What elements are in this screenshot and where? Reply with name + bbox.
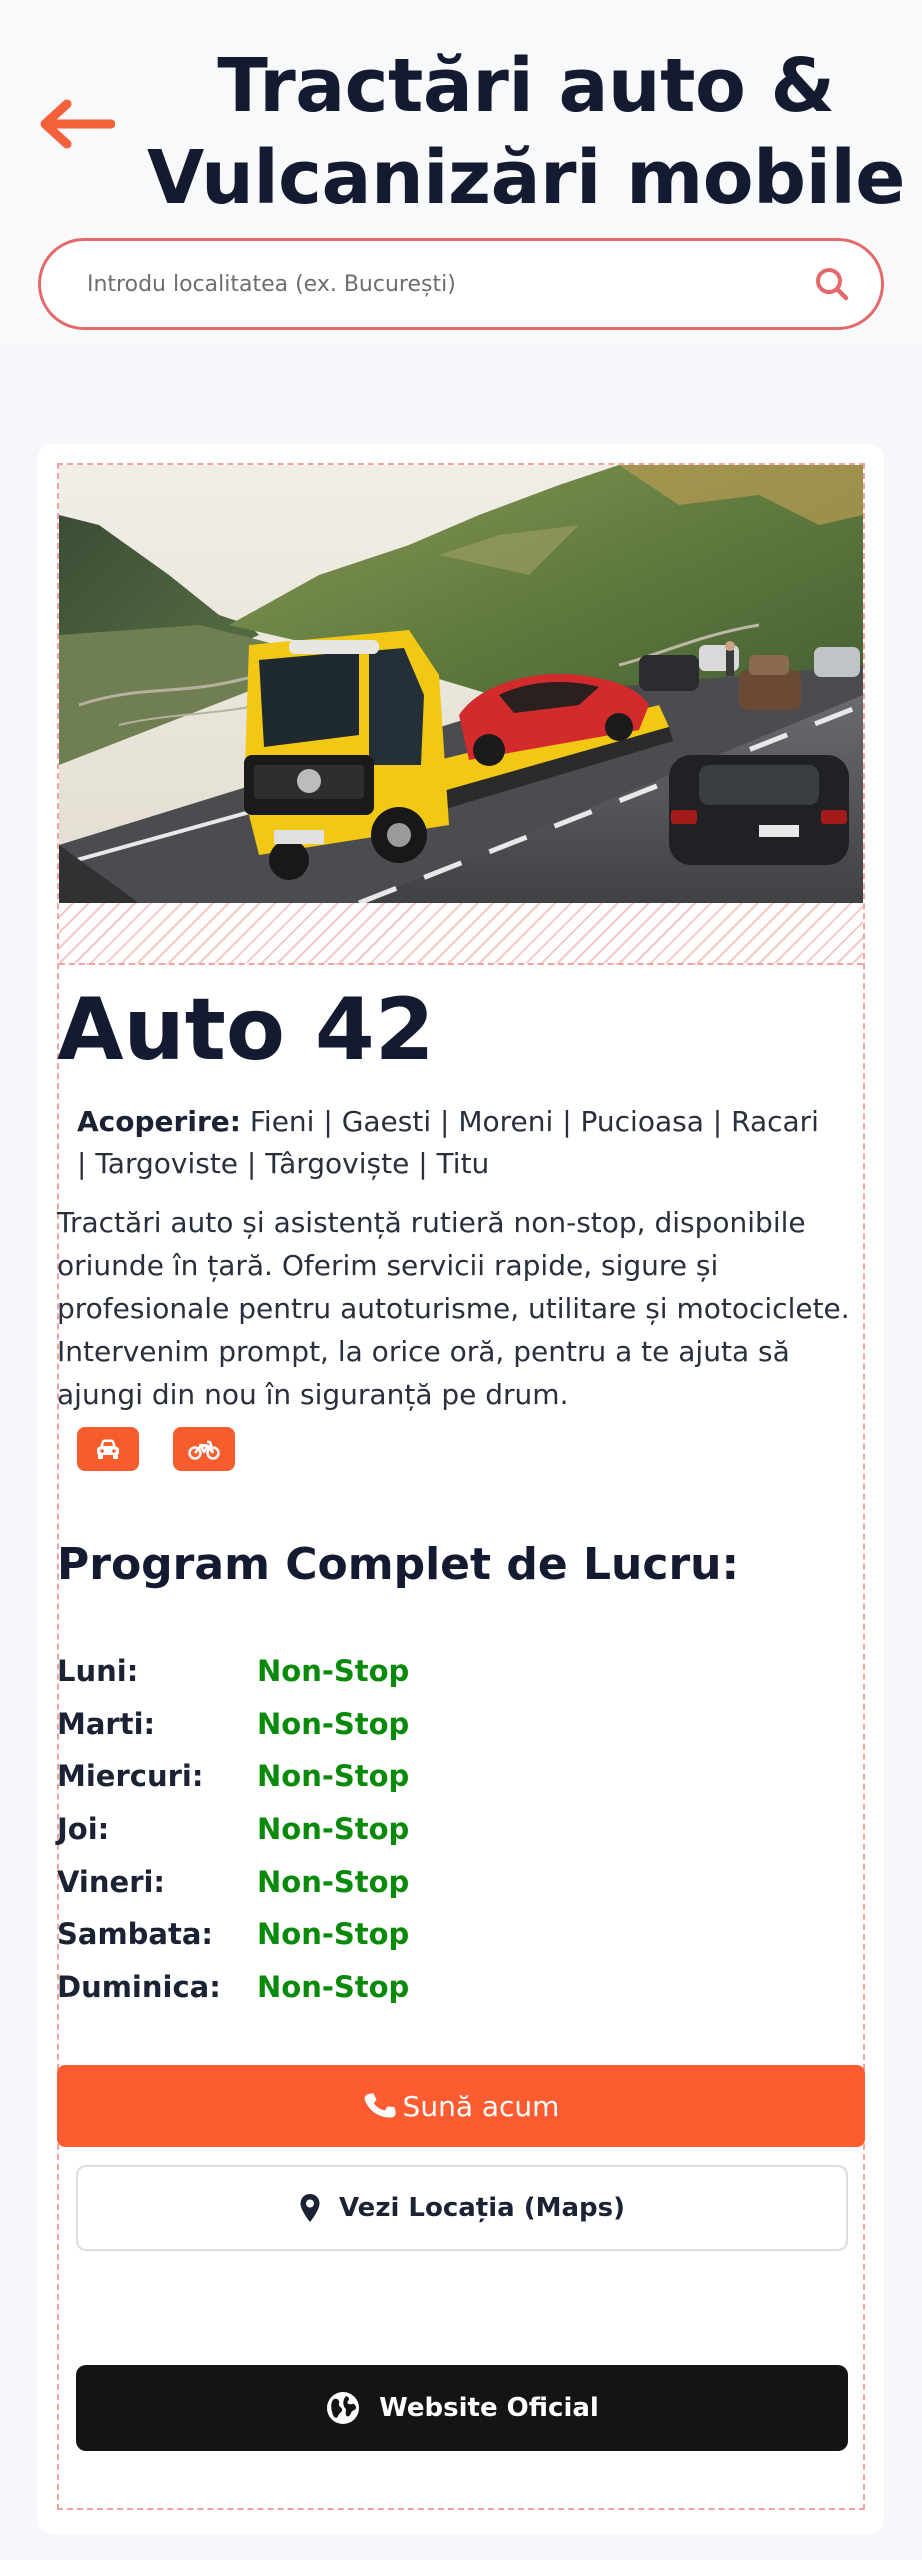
call-now-button[interactable] [57,2065,865,2147]
listing-card-content [57,463,865,2510]
page-title-line1: Tractări auto & [217,43,835,129]
schedule-day: Duminica: [57,1969,221,2004]
coverage-label: Acoperire: [77,1105,241,1138]
listing-description: Tractări auto și asistență rutieră non-stop, disponibile oriunde în țară. Oferim servicii rapide, sigure și profesionale pentru autoturisme, utilitare și motociclete. Intervenim prompt, la orice oră, pentru a te ajuta să ajungi din nou în siguranță pe drum. [57,1206,850,1411]
motorcycle-icon [188,1438,220,1460]
back-button[interactable] [36,94,116,154]
search-bar [38,238,884,330]
schedule-title: Program Complet de Lucru: [57,1539,740,1590]
motorcycle-badge [173,1427,235,1471]
schedule-day: Joi: [57,1812,110,1847]
schedule-row [57,1698,657,1751]
coverage-value: Fieni | Gaesti | Moreni | Pucioasa | Racari | Targoviste | Târgoviște | Titu [77,1105,819,1180]
schedule-hours: Non-Stop [257,1812,410,1847]
schedule-day: Luni: [57,1654,139,1689]
schedule-row [57,1855,657,1908]
schedule-day: Marti: [57,1706,156,1741]
search-icon [813,265,851,303]
view-location-button[interactable] [76,2165,848,2251]
listing-card [38,444,884,2534]
schedule-hours: Non-Stop [257,1706,410,1741]
page-header [0,0,922,345]
schedule-hours: Non-Stop [257,1759,410,1794]
car-icon [95,1438,121,1460]
vehicle-badges [77,1427,235,1471]
call-now-label: Sună acum [402,2089,560,2123]
schedule-hours: Non-Stop [257,1969,410,2004]
coverage-text [77,1101,837,1185]
schedule-row [57,1961,657,2014]
schedule-table [57,1645,657,2013]
schedule-day: Vineri: [57,1864,166,1899]
phone-icon [363,2089,397,2123]
listing-photo [59,465,863,903]
schedule-hours: Non-Stop [257,1864,410,1899]
search-button[interactable] [807,259,857,309]
official-website-button[interactable] [76,2365,848,2451]
official-website-label: Website Oficial [379,2393,599,2423]
photo-hatch-strip [59,903,863,965]
globe-icon [325,2390,361,2426]
schedule-hours: Non-Stop [257,1917,410,1952]
page-title-line2: Vulcanizări mobile [147,135,905,221]
schedule-row [57,1908,657,1961]
map-pin-icon [299,2193,321,2223]
page-title [140,40,912,224]
car-badge [77,1427,139,1471]
search-input[interactable] [87,272,807,297]
schedule-row [57,1645,657,1698]
schedule-row [57,1750,657,1803]
schedule-row [57,1803,657,1856]
schedule-hours: Non-Stop [257,1654,410,1689]
view-location-label: Vezi Locația (Maps) [338,2193,626,2223]
schedule-day: Sambata: [57,1917,214,1952]
arrow-left-icon [37,98,115,150]
schedule-day: Miercuri: [57,1759,204,1794]
listing-name: Auto 42 [57,980,435,1080]
